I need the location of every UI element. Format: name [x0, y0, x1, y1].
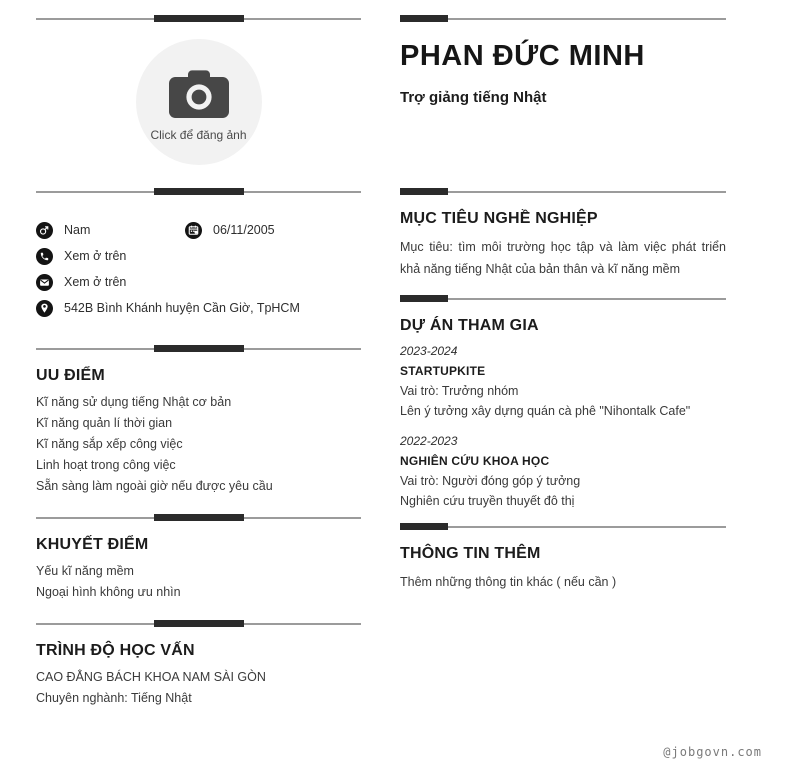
objective-heading: MỤC TIÊU NGHỀ NGHIỆP	[400, 210, 598, 227]
strengths-list	[36, 392, 361, 497]
additional-info-heading: THÔNG TIN THÊM	[400, 545, 541, 562]
info-row-email	[36, 269, 361, 295]
divider-accent	[400, 523, 448, 530]
education-school: CAO ĐẲNG BÁCH KHOA NAM SÀI GÒN	[36, 670, 266, 684]
dob-cell	[185, 222, 275, 239]
project-description: Lên ý tưởng xây dựng quán cà phê "Nihontalk Cafe"	[400, 404, 691, 418]
email-icon	[36, 274, 53, 291]
list-item: Kĩ năng sử dụng tiếng Nhật cơ bản	[36, 395, 232, 409]
education-major: Chuyên nghành: Tiếng Nhật	[36, 691, 192, 705]
project-role: Vai trò: Trưởng nhóm	[400, 384, 519, 398]
info-row-gender-dob	[36, 217, 361, 243]
phone-icon	[36, 248, 53, 265]
divider	[36, 620, 361, 627]
email-value: Xem ở trên	[64, 275, 127, 289]
divider-accent	[400, 188, 448, 195]
photo-upload-label: Click để đăng ảnh	[150, 128, 247, 142]
additional-info-text: Thêm những thông tin khác ( nếu cần )	[400, 575, 617, 589]
divider-accent	[154, 620, 244, 627]
candidate-name: PHAN ĐỨC MINH	[400, 40, 645, 72]
calendar-icon	[185, 222, 202, 239]
list-item: Kĩ năng quản lí thời gian	[36, 416, 173, 430]
education-heading: TRÌNH ĐỘ HỌC VẤN	[36, 642, 195, 659]
project-description: Nghiên cứu truyền thuyết đô thị	[400, 494, 575, 508]
list-item: Kĩ năng sắp xếp công việc	[36, 437, 183, 451]
info-row-phone	[36, 243, 361, 269]
right-column	[400, 15, 726, 709]
project-name: NGHIÊN CỨU KHOA HỌC	[400, 454, 550, 468]
candidate-title: Trợ giảng tiếng Nhật	[400, 89, 547, 106]
divider	[36, 345, 361, 352]
photo-upload-placeholder[interactable]	[136, 39, 262, 165]
gender-value: Nam	[64, 223, 91, 237]
project-item	[400, 341, 726, 421]
divider	[36, 514, 361, 521]
project-period: 2022-2023	[400, 434, 458, 448]
divider	[400, 188, 726, 195]
divider	[400, 295, 726, 302]
info-row-address	[36, 295, 361, 321]
address-value: 542B Bình Khánh huyện Cần Giờ, TpHCM	[64, 301, 300, 315]
projects-heading: DỰ ÁN THAM GIA	[400, 317, 539, 334]
project-item	[400, 431, 726, 511]
project-name: STARTUPKITE	[400, 364, 486, 378]
gender-icon	[36, 222, 53, 239]
divider-accent	[154, 514, 244, 521]
objective-text: Mục tiêu: tìm môi trường học tập và làm việc phát triển khả năng tiếng Nhật của bản thân và kĩ năng mềm	[400, 240, 726, 276]
strengths-heading: UU ĐIỂM	[36, 367, 105, 384]
list-item: Sẵn sàng làm ngoài giờ nếu được yêu cầu	[36, 479, 273, 493]
weaknesses-heading: KHUYẾT ĐIỂM	[36, 536, 149, 553]
dob-value: 06/11/2005	[213, 223, 275, 237]
left-column	[36, 15, 361, 709]
divider-accent	[154, 15, 244, 22]
list-item: Yếu kĩ năng mềm	[36, 564, 134, 578]
divider-accent	[154, 188, 244, 195]
divider	[400, 15, 726, 22]
divider	[400, 523, 726, 530]
personal-info	[36, 217, 361, 321]
gender-cell	[36, 222, 185, 239]
divider-accent	[400, 15, 448, 22]
list-item: Linh hoạt trong công việc	[36, 458, 176, 472]
camera-icon	[166, 68, 232, 120]
divider	[36, 188, 361, 195]
project-period: 2023-2024	[400, 344, 458, 358]
divider-accent	[400, 295, 448, 302]
divider	[36, 15, 361, 22]
weaknesses-list	[36, 561, 361, 603]
list-item: Ngoại hình không ưu nhìn	[36, 585, 181, 599]
site-watermark: @jobgovn.com	[663, 745, 762, 759]
divider-accent	[154, 345, 244, 352]
project-role: Vai trò: Người đóng góp ý tưởng	[400, 474, 581, 488]
phone-value: Xem ở trên	[64, 249, 127, 263]
location-pin-icon	[36, 300, 53, 317]
education-list	[36, 667, 361, 709]
